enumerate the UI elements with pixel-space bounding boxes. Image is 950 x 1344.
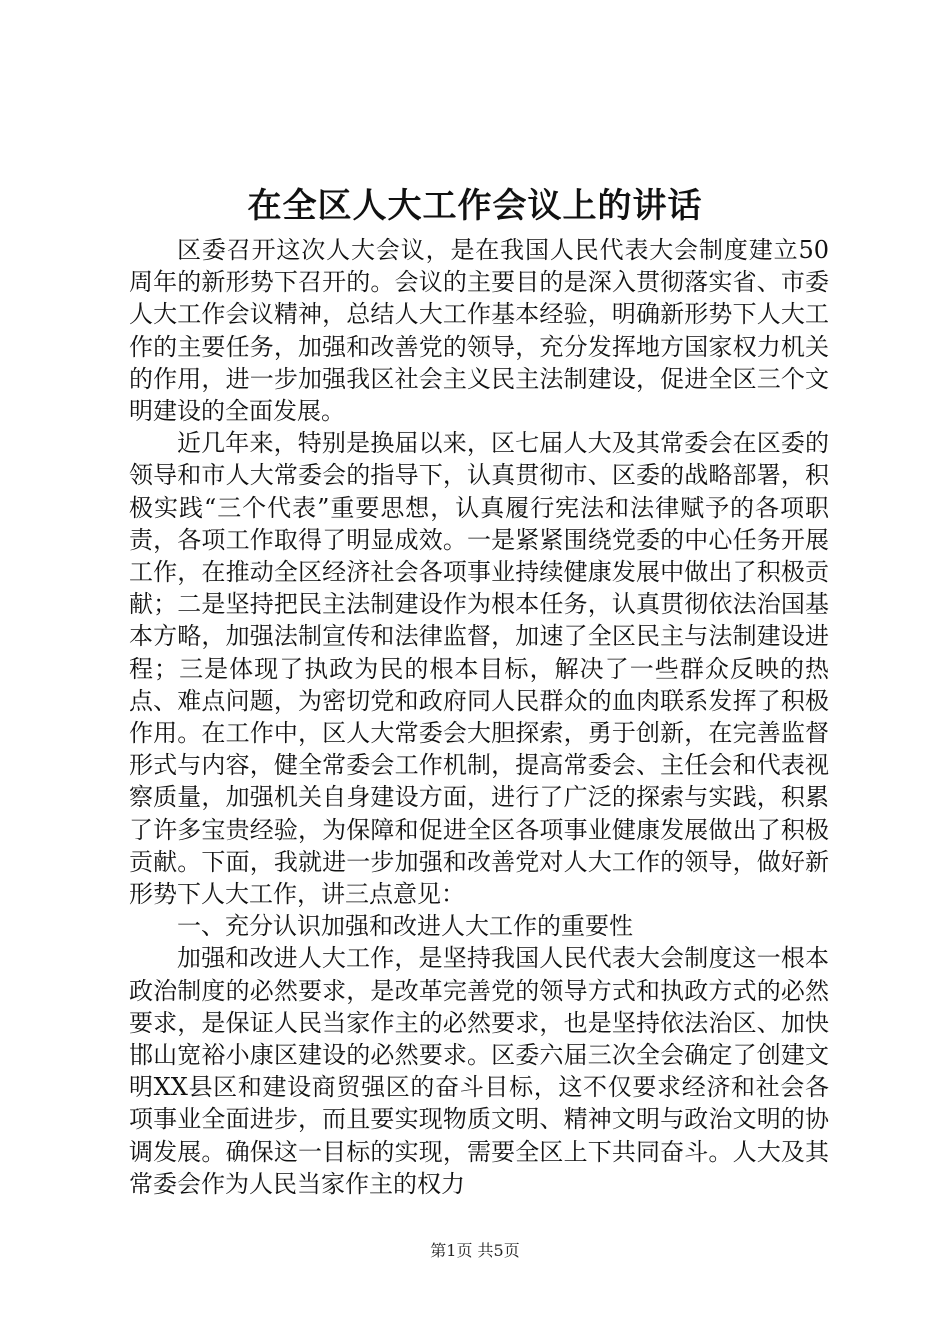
paragraph-achievements: 近几年来，特别是换届以来，区七届人大及其常委会在区委的领导和市人大常委会的指导下，认真贯彻市、区委的战略部署，积极实践“三个代表”重要思想，认真履行宪法和法律赋予的各项职责，各项工作取得了明显成效。一是紧紧围绕党委的中心任务开展工作，在推动全区经济社会各项事业持续健康发展中做出了积极贡献；二是坚持把民主法制建设作为根本任务，认真贯彻依法治国基本方略，加强法制宣传和法律监督，加速了全区民主与法制建设进程；三是体现了执政为民的根本目标，解决了一些群众反映的热点、难点问题，为密切党和政府同人民群众的血肉联系发挥了积极作用。在工作中，区人大常委会大胆探索，勇于创新，在完善监督形式与内容，健全常委会工作机制，提高常委会、主任会和代表视察质量，加强机关自身建设方面，进行了广泛的探索与实践，积累了许多宝贵经验，为保障和促进全区各项事业健康发展做出了积极贡献。下面，我就进一步加强和改善党对人大工作的领导，做好新形势下人大工作，讲三点意见： xyxy=(129,429,829,909)
paragraph-intro: 区委召开这次人大会议，是在我国人民代表大会制度建立50周年的新形势下召开的。会议的主要目的是深入贯彻落实省、市委人大工作会议精神，总结人大工作基本经验，明确新形势下人大工作的主要任务，加强和改善党的领导，充分发挥地方国家权力机关的作用，进一步加强我区社会主义民主法制建设，促进全区三个文明建设的全面发展。 xyxy=(129,236,829,426)
page-footer: 第1页 共5页 xyxy=(430,1241,520,1260)
document-title: 在全区人大工作会议上的讲话 xyxy=(247,186,703,226)
document-body xyxy=(129,234,829,1200)
paragraph-importance: 加强和改进人大工作，是坚持我国人民代表大会制度这一根本政治制度的必然要求，是改革完善党的领导方式和执政方式的必然要求，是保证人民当家作主的必然要求，也是坚持依法治区、加快邯山宽裕小康区建设的必然要求。区委六届三次全会确定了创建文明XX县区和建设商贸强区的奋斗目标，这不仅要求经济和社会各项事业全面进步，而且要实现物质文明、精神文明与政治文明的协调发展。确保这一目标的实现，需要全区上下共同奋斗。人大及其常委会作为人民当家作主的权力 xyxy=(129,944,829,1198)
section-heading-1: 一、充分认识加强和改进人大工作的重要性 xyxy=(177,912,633,941)
